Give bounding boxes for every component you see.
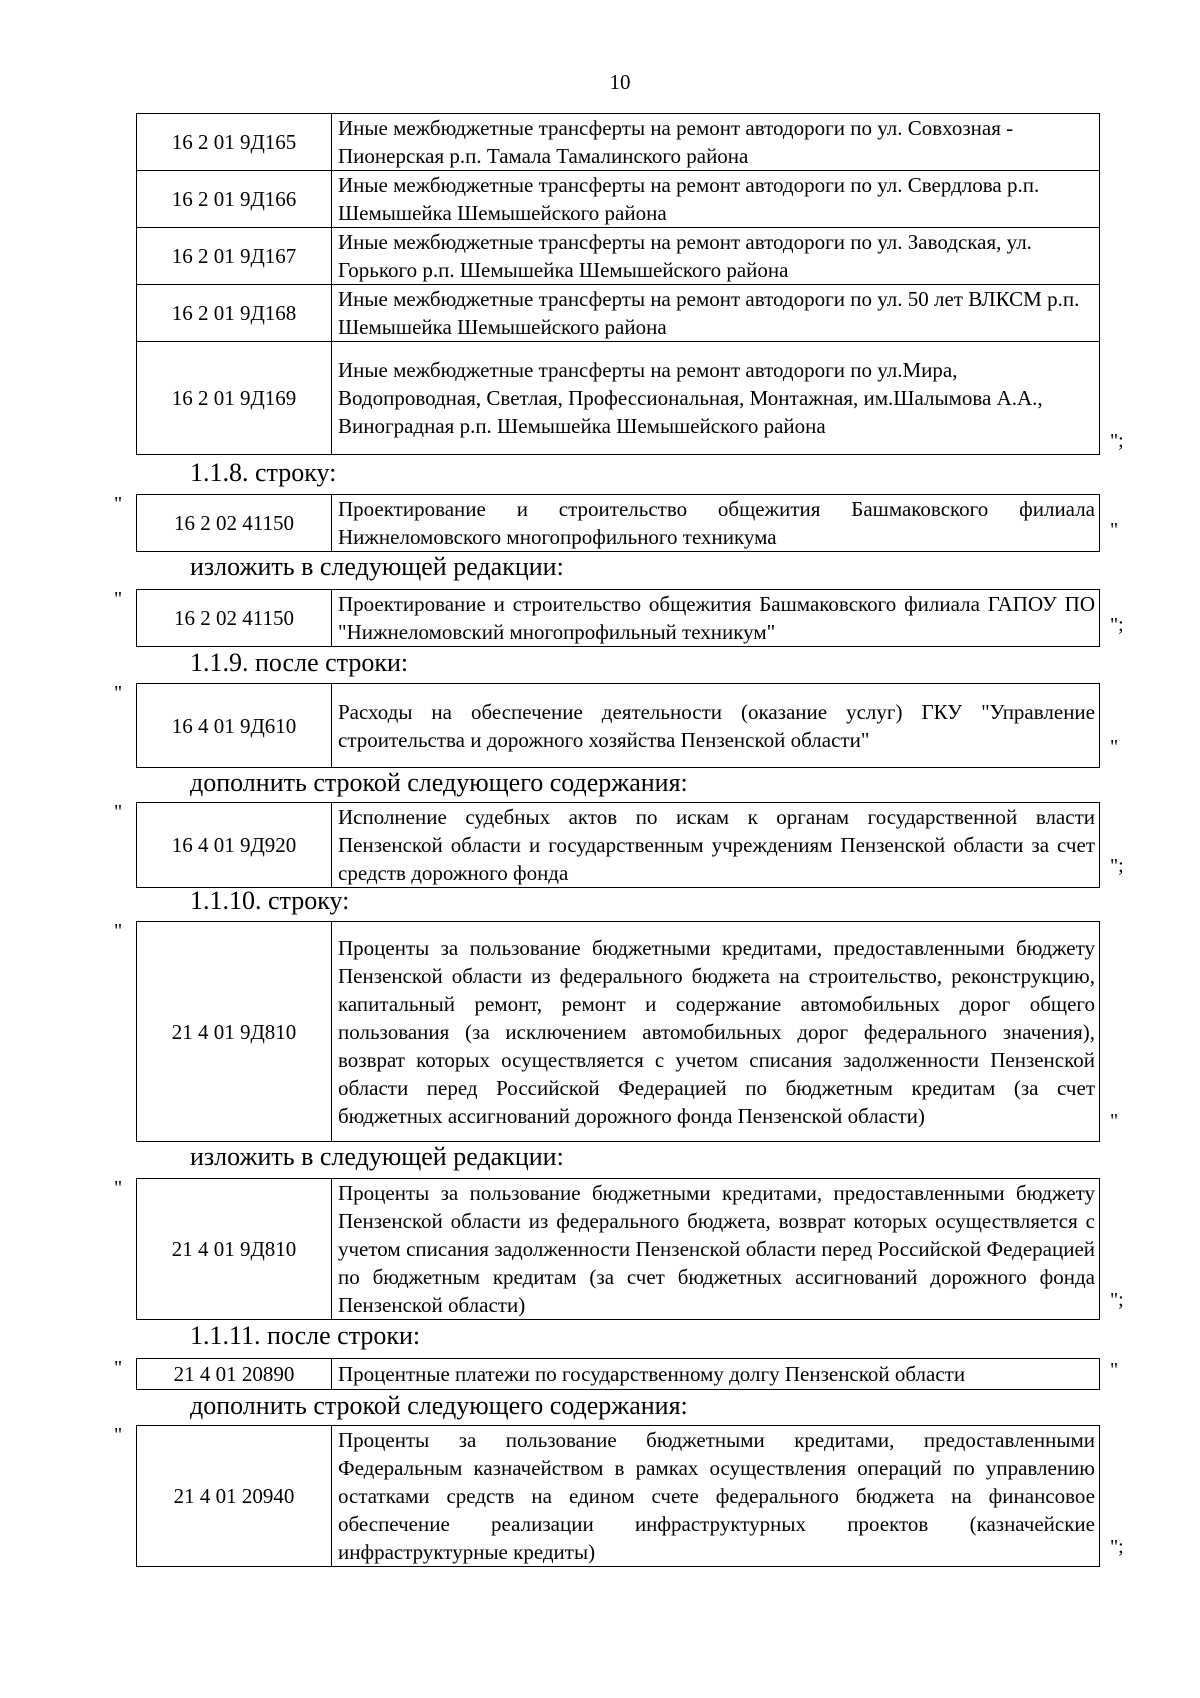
row-block-1-1-11-new	[114, 1424, 1136, 1567]
row-block-1-1-9-new	[114, 801, 1136, 888]
section-heading-1-1-10: 1.1.10. строку:	[190, 886, 350, 915]
row-code: 16 2 02 41150	[137, 495, 332, 552]
opening-quote: "	[114, 920, 123, 942]
code-table	[136, 921, 1100, 1142]
table-row	[137, 1179, 1100, 1320]
table-row	[137, 803, 1100, 888]
subheading-1-1-11: дополнить строкой следующего содержания:	[190, 1391, 688, 1420]
code-table	[136, 802, 1100, 888]
table-row	[137, 495, 1100, 552]
table-row	[137, 228, 1100, 285]
code-table	[136, 1178, 1100, 1320]
table-row	[137, 1426, 1100, 1567]
row-text: Иные межбюджетные трансферты на ремонт автодороги по ул. Свердлова р.п. Шемышейка Шемышейского района	[332, 171, 1100, 228]
row-code: 16 2 01 9Д168	[137, 285, 332, 342]
row-code: 16 2 01 9Д167	[137, 228, 332, 285]
row-block-1-1-8-old	[114, 493, 1136, 552]
subheading-1-1-10: изложить в следующей редакции:	[190, 1142, 564, 1171]
row-block-1-1-10-new	[114, 1177, 1136, 1320]
opening-quote: "	[114, 1357, 123, 1379]
opening-quote: "	[114, 588, 123, 610]
row-text: Исполнение судебных актов по искам к органам государственной власти Пензенской области и государственным учреждениям Пензенской области за счет средств дорожного фонда	[332, 803, 1100, 888]
row-text: Иные межбюджетные трансферты на ремонт автодороги по ул. Заводская, ул. Горького р.п. Шемышейка Шемышейского района	[332, 228, 1100, 285]
row-code: 21 4 01 9Д810	[137, 1179, 332, 1320]
row-block-1-1-8-new	[114, 588, 1136, 647]
row-text: Проценты за пользование бюджетными кредитами, предоставленными бюджету Пензенской области из федерального бюджета, возврат которых осуществляется с учетом списания задолженности Пензенской области перед Российской Федерацией по бюджетным кредитам (за счет бюджетных ассигнований дорожного фонда Пензенской области)	[332, 1179, 1100, 1320]
row-code: 16 2 02 41150	[137, 590, 332, 647]
table-row	[137, 114, 1100, 171]
code-table	[136, 683, 1100, 768]
closing-quote: ";	[1110, 1536, 1124, 1558]
code-table	[136, 1425, 1100, 1567]
row-text: Иные межбюджетные трансферты на ремонт автодороги по ул. Совхозная - Пионерская р.п. Тамала Тамалинского района	[332, 114, 1100, 171]
closing-quote: ";	[1110, 614, 1124, 636]
continuation-table-block	[136, 113, 1136, 455]
closing-quote: ";	[1110, 855, 1124, 877]
closing-quote: "	[1110, 736, 1119, 758]
row-code: 16 2 01 9Д166	[137, 171, 332, 228]
section-heading-1-1-11: 1.1.11. после строки:	[190, 1321, 421, 1350]
row-code: 16 4 01 9Д920	[137, 803, 332, 888]
row-code: 16 2 01 9Д169	[137, 342, 332, 455]
closing-quote: ";	[1110, 430, 1124, 452]
row-text: Проценты за пользование бюджетными кредитами, предоставленными Федеральным казначейством в рамках осуществления операций по управлению остатками средств на едином счете федерального бюджета на финансовое обеспечение реализации инфраструктурных проектов (казначейские инфраструктурные кредиты)	[332, 1426, 1100, 1567]
subheading-1-1-9: дополнить строкой следующего содержания:	[190, 768, 688, 797]
row-text: Иные межбюджетные трансферты на ремонт автодороги по ул.Мира, Водопроводная, Светлая, Профессиональная, Монтажная, им.Шалымова А.А., Виноградная р.п. Шемышейка Шемышейского района	[332, 342, 1100, 455]
subheading-1-1-8: изложить в следующей редакции:	[190, 552, 564, 581]
table-row	[137, 684, 1100, 768]
opening-quote: "	[114, 682, 123, 704]
row-text: Расходы на обеспечение деятельности (оказание услуг) ГКУ "Управление строительства и дорожного хозяйства Пензенской области"	[332, 684, 1100, 768]
row-text: Проценты за пользование бюджетными кредитами, предоставленными бюджету Пензенской области из федерального бюджета на строительство, реконструкцию, капитальный ремонт, ремонт и содержание автомобильных дорог общего пользования (за исключением автомобильных дорог федерального значения), возврат которых осуществляется с учетом списания задолженности Пензенской области перед Российской Федерацией по бюджетным кредитам (за счет бюджетных ассигнований дорожного фонда Пензенской области)	[332, 922, 1100, 1142]
page-number: 10	[609, 70, 631, 94]
code-table	[136, 589, 1100, 647]
row-code: 21 4 01 20890	[137, 1359, 332, 1390]
row-text: Проектирование и строительство общежития Башмаковского филиала ГАПОУ ПО "Нижнеломовский многопрофильный техникум"	[332, 590, 1100, 647]
section-heading-1-1-8: 1.1.8. строку:	[190, 458, 337, 487]
row-block-1-1-10-old	[114, 920, 1136, 1142]
row-code: 16 4 01 9Д610	[137, 684, 332, 768]
table-row	[137, 171, 1100, 228]
opening-quote: "	[114, 493, 123, 515]
closing-quote: "	[1110, 519, 1119, 541]
continuation-table	[136, 113, 1100, 455]
opening-quote: "	[114, 1424, 123, 1446]
code-table	[136, 494, 1100, 552]
table-row	[137, 285, 1100, 342]
table-row	[137, 922, 1100, 1142]
opening-quote: "	[114, 1177, 123, 1199]
row-code: 21 4 01 20940	[137, 1426, 332, 1567]
closing-quote: "	[1110, 1110, 1119, 1132]
section-heading-1-1-9: 1.1.9. после строки:	[190, 648, 409, 677]
code-table	[136, 1358, 1100, 1390]
closing-quote: "	[1110, 1359, 1119, 1381]
opening-quote: "	[114, 801, 123, 823]
table-row	[137, 590, 1100, 647]
row-block-1-1-11-old	[114, 1357, 1136, 1390]
row-text: Проектирование и строительство общежития Башмаковского филиала Нижнеломовского многопрофильного техникума	[332, 495, 1100, 552]
row-code: 21 4 01 9Д810	[137, 922, 332, 1142]
table-row	[137, 1359, 1100, 1390]
table-row	[137, 342, 1100, 455]
closing-quote: ";	[1110, 1289, 1124, 1311]
row-text: Иные межбюджетные трансферты на ремонт автодороги по ул. 50 лет ВЛКСМ р.п. Шемышейка Шемышейского района	[332, 285, 1100, 342]
row-text: Процентные платежи по государственному долгу Пензенской области	[332, 1359, 1100, 1390]
row-block-1-1-9-old	[114, 682, 1136, 768]
row-code: 16 2 01 9Д165	[137, 114, 332, 171]
